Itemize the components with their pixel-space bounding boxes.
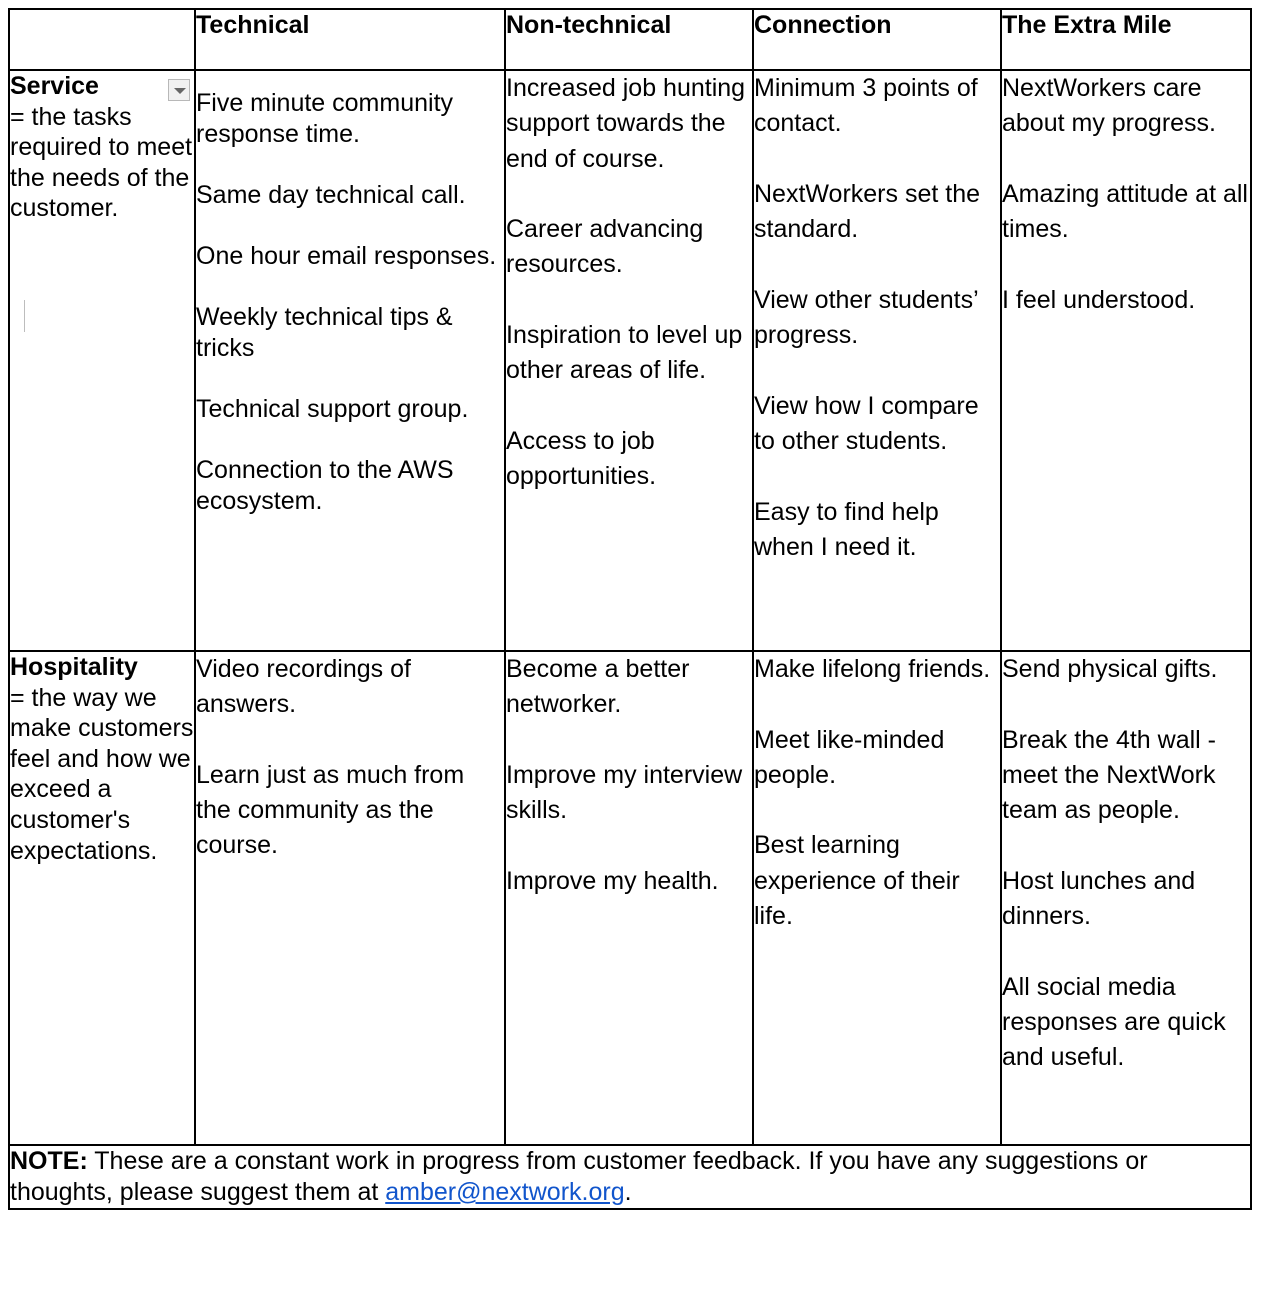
list-item: Make lifelong friends. xyxy=(754,655,991,683)
header-extra-mile: The Extra Mile xyxy=(1001,9,1251,70)
list-item: Become a better networker. xyxy=(506,655,690,719)
hospitality-label-cell xyxy=(9,651,195,1145)
list-item: Improve my interview skills. xyxy=(506,760,743,825)
service-row xyxy=(9,70,1251,651)
hospitality-row xyxy=(9,651,1251,1145)
list-item: Learn just as much from the community as the course. xyxy=(196,760,465,860)
text-cursor xyxy=(24,300,25,332)
service-non-technical-cell xyxy=(505,70,753,651)
header-technical: Technical xyxy=(195,9,505,70)
list-item: Amazing attitude at all times. xyxy=(1002,179,1248,244)
note-cell xyxy=(9,1145,1251,1209)
note-label: NOTE: xyxy=(10,1147,88,1175)
note-text: These are a constant work in progress from customer feedback. If you have any suggestions or thoughts, please suggest them at xyxy=(10,1147,1148,1206)
list-item: Best learning experience of their life. xyxy=(754,831,960,931)
service-extra-mile-cell xyxy=(1001,70,1251,651)
row-label-hospitality: Hospitality xyxy=(10,653,138,681)
list-item: I feel understood. xyxy=(1002,285,1196,314)
list-item: Increased job hunting support towards the end of course. xyxy=(506,74,746,173)
values-table xyxy=(8,8,1252,1210)
header-non-technical: Non-technical xyxy=(505,9,753,70)
header-row xyxy=(9,9,1251,70)
list-item: Inspiration to level up other areas of life. xyxy=(506,321,743,385)
row-description-hospitality: = the way we make customers feel and how we exceed a customer's expectations. xyxy=(10,683,194,865)
note-row xyxy=(9,1145,1251,1209)
service-connection-cell xyxy=(753,70,1001,651)
hospitality-technical-cell xyxy=(195,651,505,1145)
list-item: Weekly technical tips & tricks xyxy=(196,303,453,362)
hospitality-non-technical-cell xyxy=(505,651,753,1145)
list-item: NextWorkers set the standard. xyxy=(754,179,981,244)
dropdown-arrow-icon[interactable] xyxy=(168,79,190,101)
row-description-service: = the tasks required to meet the needs of the customer. xyxy=(10,102,193,223)
list-item: NextWorkers care about my progress. xyxy=(1002,74,1216,138)
list-item: Connection to the AWS ecosystem. xyxy=(196,456,454,515)
service-label-cell xyxy=(9,70,195,651)
list-item: Career advancing resources. xyxy=(506,215,704,279)
list-item: Break the 4th wall - meet the NextWork team as people. xyxy=(1002,725,1216,825)
service-technical-cell xyxy=(195,70,505,651)
list-item: Easy to find help when I need it. xyxy=(754,497,939,561)
list-item: All social media responses are quick and useful. xyxy=(1002,972,1226,1072)
header-connection: Connection xyxy=(753,9,1001,70)
list-item: One hour email responses. xyxy=(196,241,497,270)
hospitality-extra-mile-cell xyxy=(1001,651,1251,1145)
list-item: Minimum 3 points of contact. xyxy=(754,74,978,138)
list-item: Improve my health. xyxy=(506,866,719,895)
email-link[interactable]: amber@nextwork.org xyxy=(385,1178,625,1206)
list-item: View how I compare to other students. xyxy=(754,391,979,455)
list-item: Access to job opportunities. xyxy=(506,426,657,491)
list-item: Host lunches and dinners. xyxy=(1002,866,1196,931)
list-item: Video recordings of answers. xyxy=(196,655,411,719)
list-item: Same day technical call. xyxy=(196,180,466,209)
list-item: Send physical gifts. xyxy=(1002,655,1218,683)
header-corner-cell xyxy=(9,9,195,70)
row-label-service: Service xyxy=(10,72,99,100)
hospitality-connection-cell xyxy=(753,651,1001,1145)
note-end: . xyxy=(624,1178,632,1206)
list-item: View other students’ progress. xyxy=(754,285,978,350)
list-item: Five minute community response time. xyxy=(196,89,454,148)
list-item: Technical support group. xyxy=(196,394,469,423)
list-item: Meet like-minded people. xyxy=(754,725,945,789)
